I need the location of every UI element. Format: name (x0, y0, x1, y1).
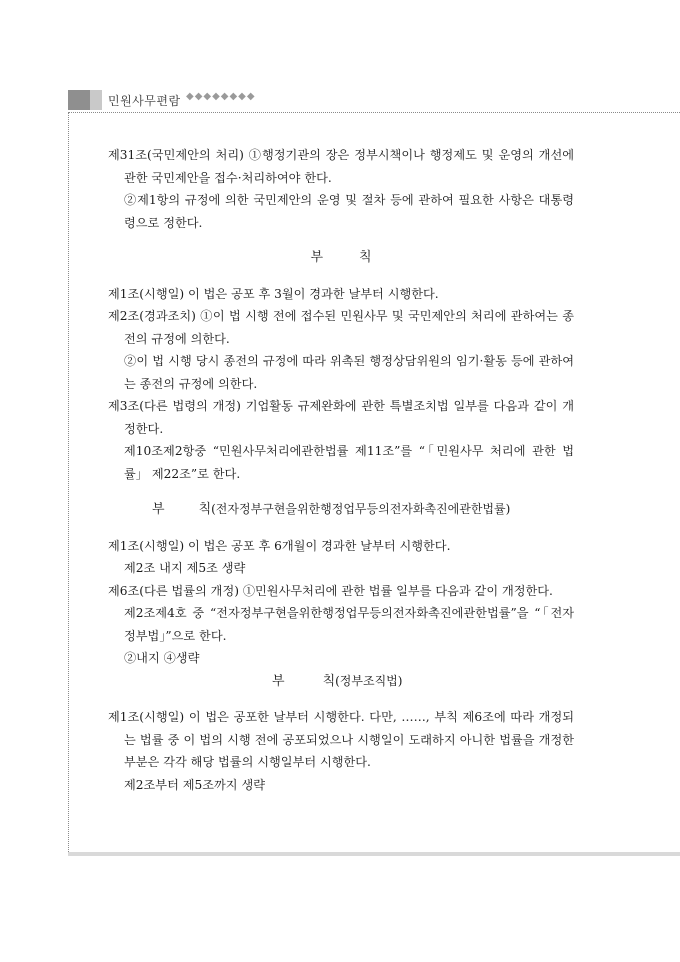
addendum-1-article-2-paragraph-2: ②이 법 시행 당시 종전의 규정에 따라 위촉된 행정상담위원의 임기·활동 등에 관하여는 종전의 규정에 의한다. (124, 354, 574, 391)
frame-top-border (68, 112, 680, 113)
addendum-1-article-2: 제2조(경과조치) ①이 법 시행 전에 접수된 민원사무 및 국민제안의 처리에 관하여는 종전의 규정에 의한다. (108, 309, 574, 346)
frame-left-border (68, 112, 69, 852)
addendum-3-heading: 부 칙(정부조직법) (272, 673, 403, 689)
header-accent-block (68, 90, 90, 110)
addendum-2-article-6-paragraph-2: 제2조제4호 중 “전자정부구현을위한행정업무등의전자화촉진에관한법률”을 “「전자정부법」”으로 한다. (124, 606, 574, 643)
addendum-2-article-6: 제6조(다른 법률의 개정) ①민원사무처리에 관한 법률 일부를 다음과 같이 개정한다. (108, 583, 553, 598)
frame-bottom-bar (68, 852, 680, 856)
addendum-1-heading: 부 칙 (310, 250, 372, 265)
addendum-2-article-1: 제1조(시행일) 이 법은 공포 후 6개월이 경과한 날부터 시행한다. (108, 538, 451, 553)
addendum-1-article-1: 제1조(시행일) 이 법은 공포 후 3월이 경과한 날부터 시행한다. (108, 286, 439, 301)
header-title: 민원사무편람 (108, 94, 181, 108)
article-31-paragraph-2: ②제1항의 규정에 의한 국민제안의 운영 및 절차 등에 관하여 필요한 사항은 대통령령으로 정한다. (124, 193, 574, 230)
document-body (108, 144, 574, 796)
header-accent-block-light (90, 90, 102, 110)
header-dots-decoration: ◆◆◆◆◆◆◆◆ (186, 91, 256, 102)
addendum-1-article-3-paragraph-2: 제10조제2항중 “민원사무처리에관한법률 제11조”를 “「민원사무 처리에 관한 법률」 제22조”로 한다. (124, 444, 574, 481)
addendum-2-articles-2-to-5: 제2조 내지 제5조 생략 (124, 561, 246, 575)
addendum-2-article-6-paragraph-3: ②내지 ④생략 (124, 651, 200, 665)
addendum-2-heading: 부 칙(전자정부구현을위한행정업무등의전자화촉진에관한법률) (152, 502, 511, 517)
article-31: 제31조(국민제안의 처리) ①행정기관의 장은 정부시책이나 행정제도 및 운영의 개선에 관한 국민제안을 접수·처리하여야 한다. (108, 148, 574, 185)
addendum-3-articles-2-to-5: 제2조부터 제5조까지 생략 (124, 777, 265, 792)
addendum-3-article-1: 제1조(시행일) 이 법은 공포한 날부터 시행한다. 다만, ……, 부칙 제6조에 따라 개정되는 법률 중 이 법의 시행 전에 공포되었으나 시행일이 도래하지 아니한 법률을 개정한 부분은 각각 해당 법률의 시행일부터 시행한다. (108, 710, 574, 769)
addendum-1-article-3: 제3조(다른 법령의 개정) 기업활동 규제완화에 관한 특별조치법 일부를 다음과 같이 개정한다. (108, 399, 574, 436)
